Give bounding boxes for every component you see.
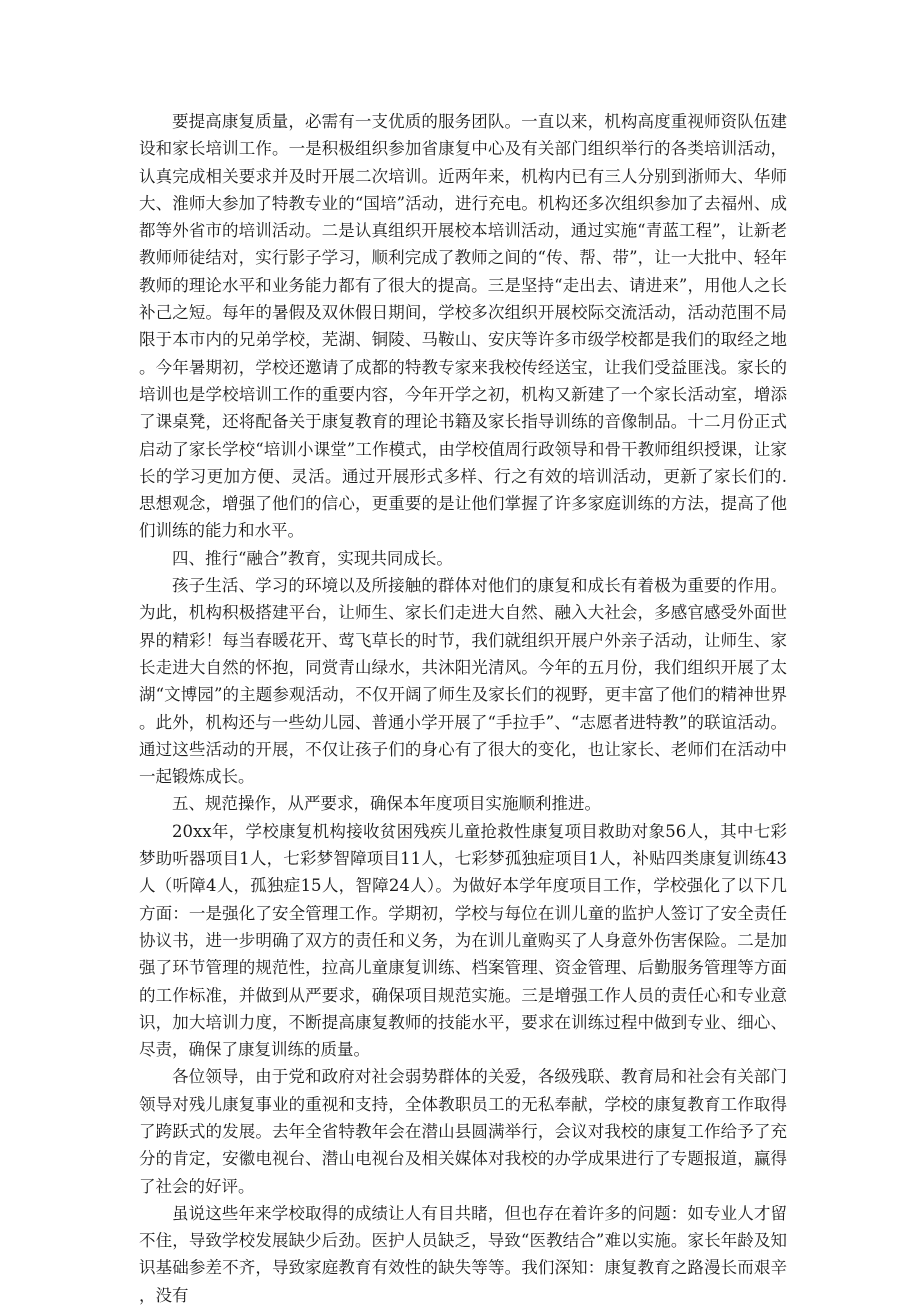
paragraph-achievements: 各位领导，由于党和政府对社会弱势群体的关爱，各级残联、教育局和社会有关部门领导对残儿康复事业的重视和支持，全体教职员工的无私奉献，学校的康复教育工作取得了跨跃式的发展。去年全省特教年会在潜山县圆满举行，会议对我校的康复工作给予了充分的肯定，安徽电视台、潜山电视台及相关媒体对我校的办学成果进行了专题报道，赢得了社会的好评。 — [139, 1067, 787, 1196]
document-page — [139, 108, 787, 1309]
paragraph-training: 要提高康复质量，必需有一支优质的服务团队。一直以来，机构高度重视师资队伍建设和家长培训工作。一是积极组织参加省康复中心及有关部门组织举行的各类培训活动，认真完成相关要求并及时开展二次培训。近两年来，机构内已有三人分别到浙师大、华师大、淮师大参加了特教专业的“国培”活动，进行充电。机构还多次组织参加了去福州、成都等外省市的培训活动。二是认真组织开展校本培训活动，通过实施“青蓝工程”，让新老教师师徒结对，实行影子学习，顺利完成了教师之间的“传、帮、带”，让一大批中、轻年教师的理论水平和业务能力都有了很大的提高。三是坚持“走出去、请进来”，用他人之长补己之短。每年的暑假及双休假日期间，学校多次组织开展校际交流活动，活动范围不局限于本市内的兄弟学校，芜湖、铜陵、马鞍山、安庆等许多市级学校都是我们的取经之地。今年暑期初，学校还邀请了成都的特教专家来我校传经送宝，让我们受益匪浅。家长的培训也是学校培训工作的重要内容，今年开学之初，机构又新建了一个家长活动室，增添了课桌凳，还将配备关于康复教育的理论书籍及家长指导训练的音像制品。十二月份正式启动了家长学校“培训小课堂”工作模式，由学校值周行政领导和骨干教师组织授课，让家长的学习更加方便、灵活。通过开展形式多样、行之有效的培训活动，更新了家长们的.思想观念，增强了他们的信心，更重要的是让他们掌握了许多家庭训练的方法，提高了他们训练的能力和水平。 — [139, 112, 787, 541]
heading-inclusive-education: 四、推行“融合”教育，实现共同成长。 — [172, 548, 453, 568]
heading-standard-operation: 五、规范操作，从严要求，确保本年度项目实施顺利推进。 — [172, 794, 601, 814]
paragraph-inclusive-education: 孩子生活、学习的环境以及所接触的群体对他们的康复和成长有着极为重要的作用。为此，机构积极搭建平台，让师生、家长们走进大自然、融入大社会，多感官感受外面世界的精彩！每当春暖花开、莺飞草长的时节，我们就组织开展户外亲子活动，让师生、家长走进大自然的怀抱，同赏青山绿水，共沐阳光清风。今年的五月份，我们组织开展了太湖“文博园”的主题参观活动，不仅开阔了师生及家长们的视野，更丰富了他们的精神世界。此外，机构还与一些幼儿园、普通小学开展了“手拉手”、“志愿者进特教”的联谊活动。通过这些活动的开展，不仅让孩子们的身心有了很大的变化，也让家长、老师们在活动中一起锻炼成长。 — [139, 576, 787, 787]
paragraph-problems: 虽说这些年来学校取得的成绩让人有目共睹，但也存在着许多的问题：如专业人才留不住，导致学校发展缺少后劲。医护人员缺乏，导致“医教结合”难以实施。家长年龄及知识基础参差不齐，导致家庭教育有效性的缺失等等。我们深知：康复教育之路漫长而艰辛，没有 — [139, 1203, 787, 1305]
paragraph-project-implementation: 20xx年，学校康复机构接收贫困残疾儿童抢救性康复项目救助对象56人，其中七彩梦助听器项目1人，七彩梦智障项目11人，七彩梦孤独症项目1人，补贴四类康复训练43人（听障4人，孤独症15人，智障24人）。为做好本学年度项目工作，学校强化了以下几方面：一是强化了安全管理工作。学期初，学校与每位在训儿童的监护人签订了安全责任协议书，进一步明确了双方的责任和义务，为在训儿童购买了人身意外伤害保险。二是加强了环节管理的规范性，拉高儿童康复训练、档案管理、资金管理、后勤服务管理等方面的工作标准，并做到从严要求，确保项目规范实施。三是增强工作人员的责任心和专业意识，加大培训力度，不断提高康复教师的技能水平，要求在训练过程中做到专业、细心、尽责，确保了康复训练的质量。 — [139, 821, 787, 1060]
